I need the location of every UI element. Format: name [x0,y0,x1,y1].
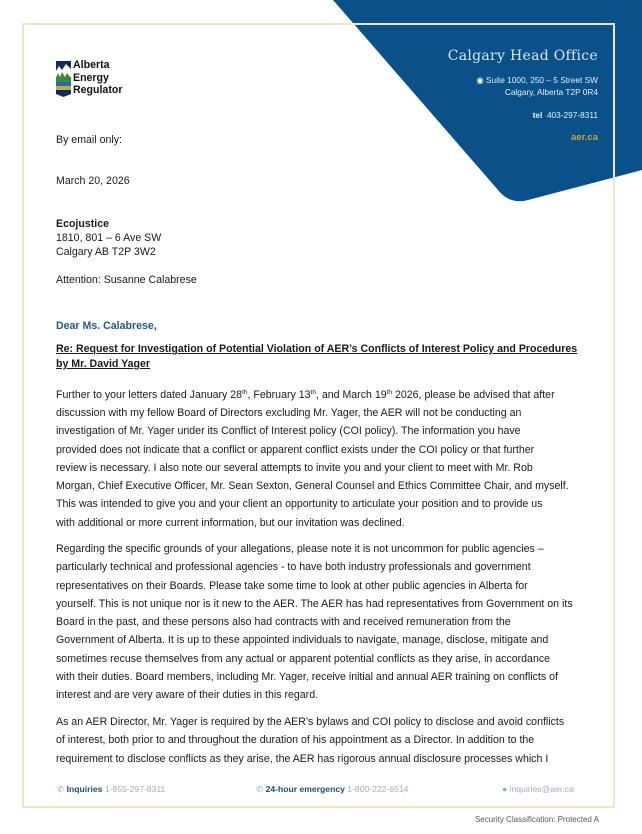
emergency-label: 24-hour emergency [265,784,345,794]
logo-line: Energy [73,71,109,84]
aer-logo-icon [56,61,71,97]
globe-icon: ● [502,784,508,794]
emergency-contact [256,784,408,795]
body-line: with additional or more current information, but our invitation was declined. [56,516,405,529]
body-line: Further to your letters dated January 28th, February 13th, and March 19th 2026, please be advised that after [56,389,555,401]
body-line: Morgan, Chief Executive Officer, Mr. Sean Sexton, General Counsel and Ethics Committee Chair, and myself. [56,480,569,492]
address-text: Suite 1000, 250 – 5 Street SW [485,75,598,85]
recipient-address-1: 1810, 801 – 6 Ave SW [56,232,162,244]
tel-label: tel [532,110,543,120]
body-line: investigation of Mr. Yager under its Conflict of Interest policy (COI policy). The information you have [56,425,521,438]
logo-line: Regulator [73,84,123,96]
tel-number: 403-297-8311 [546,110,598,120]
emergency-number: 1-800-222-6514 [347,784,409,794]
body-line: As an AER Director, Mr. Yager is required by the AER’s bylaws and COI policy to disclose and avoid conflicts [56,716,565,728]
body-line: representatives on their Boards. Please take some time to look at other public agencies in Alberta for [56,579,528,592]
attention-line: Attention: Susanne Calabrese [56,274,197,286]
body-line: requirement to disclose conflicts as they arise, the AER has rigorous annual disclosure processes which I [56,752,549,765]
salutation: Dear Ms. Calabrese, [56,320,157,332]
body-line: review is necessary. I also note our several attempts to invite you and your client to meet with Mr. Rob [56,461,533,474]
body-line: Regarding the specific grounds of your allegations, please note it is not uncommon for public agencies – [56,543,544,555]
letter-date: March 20, 2026 [56,175,130,187]
logo-wordmark [73,59,122,97]
subject-line: Re: Request for Investigation of Potential Violation of AER’s Conflicts of Interest Policy and Procedures [56,343,578,355]
website-link[interactable]: aer.ca [571,132,598,143]
body-line: provided does not indicate that a conflict or apparent conflict exists under the COI policy or that further [56,443,535,456]
subject-line: by Mr. David Yager [56,358,151,370]
office-title: Calgary Head Office [447,48,598,64]
telephone [533,110,598,120]
phone-icon: ✆ [256,784,264,794]
body-line: with their duties. Board members, including Mr. Yager, receive initial and annual AER training on conflicts of [56,670,558,683]
security-classification: Security Classification: Protected A [474,815,599,824]
email-contact [502,784,574,794]
body-line: Government of Alberta. It is up to these appointed individuals to navigate, manage, disclose, mitigate and [56,634,549,647]
body-line: Board in the past, and these persons also had contracts with and received remuneration from the [56,616,511,628]
body-line: discussion with my fellow Board of Directors excluding Mr. Yager, the AER will not be conducting an [56,407,522,419]
body-line: sometimes recuse themselves from any actual or apparent potential conflicts as they arise, in accordance [56,652,551,665]
body-line: yourself. This is not unique nor is it new to the AER. The AER has had representatives from Government on its [56,597,573,610]
inquiries-number: 1-855-297-8311 [104,784,166,794]
body-line: particularly technical and professional agencies - to have both industry professionals and government [56,561,531,574]
address-line-2: Calgary, Alberta T2P 0R4 [504,87,598,97]
body-line: of interest, both prior to and throughout the duration of his appointment as a Director. In addition to the [56,734,535,747]
delivery-method: By email only: [56,134,122,146]
inquiries-label: Inquiries [66,784,103,794]
body-line: This was intended to give you and your client an opportunity to articulate your position and to provide us [56,498,543,511]
address-line-1 [476,75,598,85]
body-line: interest and are very aware of their duties in this regard. [56,689,319,701]
recipient-org: Ecojustice [56,218,109,230]
logo-line: Alberta [73,59,110,71]
email-link[interactable]: inquiries@aer.ca [509,784,574,794]
recipient-address-2: Calgary AB T2P 3W2 [56,246,156,258]
inquiries-contact [57,784,165,795]
map-pin-icon: ◉ [476,75,484,85]
phone-icon: ✆ [57,784,65,794]
